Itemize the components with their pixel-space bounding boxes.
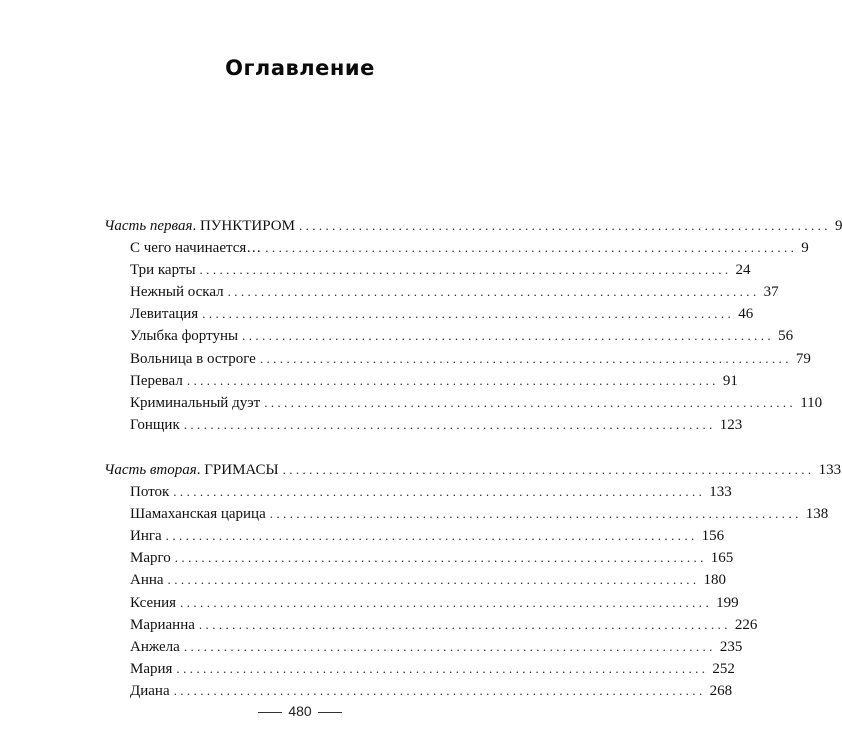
chapter-title: Перевал bbox=[130, 372, 183, 389]
toc-chapter[interactable] bbox=[104, 281, 779, 303]
chapter-title: Анжела bbox=[130, 638, 180, 655]
dot-leader: ................................................................................ bbox=[264, 394, 797, 410]
page-ref: 37 bbox=[763, 284, 779, 301]
dot-leader: ................................................................................ bbox=[242, 328, 775, 344]
page-ref: 156 bbox=[701, 528, 725, 545]
page-ref: 133 bbox=[818, 461, 842, 478]
page-ref: 110 bbox=[800, 394, 823, 411]
page-ref: 133 bbox=[709, 484, 732, 501]
chapter-title: Три карты bbox=[130, 262, 196, 279]
page-footer bbox=[0, 703, 600, 719]
page-ref: 79 bbox=[795, 350, 811, 367]
toc-chapter[interactable] bbox=[104, 481, 732, 503]
dot-leader: ................................................................................ bbox=[165, 528, 698, 544]
part-name: . ПУНКТИРОМ bbox=[192, 218, 295, 234]
chapter-title: Шамаханская царица bbox=[130, 506, 266, 523]
page-ref: 91 bbox=[722, 372, 738, 389]
chapter-title: Левитация bbox=[130, 306, 199, 323]
dot-leader: ................................................................................ bbox=[176, 660, 709, 676]
toc-chapter[interactable] bbox=[104, 392, 823, 414]
page-ref: 46 bbox=[738, 306, 754, 323]
chapter-title: Вольница в остроге bbox=[130, 350, 256, 367]
chapter-title: Анна bbox=[130, 572, 164, 589]
page-ref: 199 bbox=[716, 594, 739, 611]
chapter-title: Марго bbox=[130, 550, 171, 567]
dot-leader: ................................................................................ bbox=[259, 350, 792, 366]
dot-leader: ................................................................................ bbox=[265, 240, 798, 256]
footer-dash-right bbox=[318, 712, 342, 713]
toc-chapter[interactable] bbox=[104, 325, 794, 347]
chapter-title: Ксения bbox=[130, 594, 177, 611]
dot-leader: ................................................................................ bbox=[174, 550, 707, 566]
chapter-title: Нежный оскал bbox=[130, 284, 224, 301]
page-ref: 226 bbox=[734, 616, 758, 633]
dot-leader: ................................................................................ bbox=[173, 484, 706, 500]
chapter-title: Диана bbox=[130, 682, 170, 699]
page-ref: 252 bbox=[712, 660, 735, 677]
part-label bbox=[104, 215, 295, 237]
toc-chapter[interactable] bbox=[104, 658, 735, 680]
page-ref: 138 bbox=[805, 506, 829, 523]
dot-leader: ................................................................................ bbox=[202, 306, 735, 322]
page-ref: 268 bbox=[709, 682, 733, 699]
page-ref: 235 bbox=[719, 638, 743, 655]
toc-chapter[interactable] bbox=[104, 614, 758, 636]
chapter-title: С чего начинается… bbox=[130, 240, 262, 257]
page-ref: 165 bbox=[710, 550, 734, 567]
dot-leader: ................................................................................ bbox=[282, 461, 815, 477]
part-prefix: Часть вторая bbox=[104, 461, 197, 478]
toc-chapter[interactable] bbox=[104, 503, 829, 525]
part-name: . ГРИМАСЫ bbox=[196, 461, 279, 478]
chapter-title: Гонщик bbox=[130, 416, 180, 433]
chapter-title: Инга bbox=[130, 528, 162, 545]
dot-leader: ................................................................................ bbox=[269, 506, 802, 522]
page-ref: 180 bbox=[703, 572, 727, 589]
dot-leader: ................................................................................ bbox=[198, 616, 731, 632]
toc-chapter[interactable] bbox=[104, 303, 754, 325]
toc-chapter[interactable] bbox=[104, 636, 743, 658]
page-title: Оглавление bbox=[225, 56, 375, 80]
part-label bbox=[104, 459, 279, 481]
toc-chapter[interactable] bbox=[104, 414, 743, 436]
dot-leader: ................................................................................ bbox=[183, 416, 716, 432]
toc-chapter[interactable] bbox=[104, 680, 733, 702]
chapter-title: Криминальный дуэт bbox=[130, 394, 261, 411]
section-spacer bbox=[104, 436, 517, 459]
toc-chapter[interactable] bbox=[104, 348, 811, 370]
toc-chapter[interactable] bbox=[104, 592, 739, 614]
dot-leader: ................................................................................ bbox=[199, 262, 732, 278]
toc-chapter[interactable] bbox=[104, 259, 751, 281]
dot-leader: ................................................................................ bbox=[180, 594, 713, 610]
toc-chapter[interactable] bbox=[104, 525, 725, 547]
part-prefix: Часть первая bbox=[104, 218, 193, 234]
toc-chapter[interactable] bbox=[104, 370, 738, 392]
toc-part-heading[interactable] bbox=[104, 459, 842, 481]
dot-leader: ................................................................................ bbox=[227, 284, 760, 300]
dot-leader: ................................................................................ bbox=[186, 372, 719, 388]
toc-chapter[interactable] bbox=[104, 547, 734, 569]
dot-leader: ................................................................................ bbox=[183, 638, 716, 654]
footer-dash-left bbox=[258, 712, 282, 713]
page-ref: 24 bbox=[735, 262, 751, 279]
chapter-title: Мария bbox=[130, 660, 173, 677]
chapter-title: Улыбка фортуны bbox=[130, 328, 239, 345]
table-of-contents bbox=[104, 215, 842, 702]
page-ref: 9 bbox=[801, 240, 809, 257]
page-ref: 56 bbox=[778, 328, 794, 345]
chapter-title: Поток bbox=[130, 484, 170, 501]
toc-part-heading[interactable] bbox=[104, 215, 842, 237]
toc-chapter[interactable] bbox=[104, 569, 727, 591]
dot-leader: ................................................................................ bbox=[167, 572, 700, 588]
page-ref: 123 bbox=[719, 416, 743, 433]
chapter-title: Марианна bbox=[130, 616, 195, 633]
toc-chapter[interactable] bbox=[104, 237, 809, 259]
page-ref: 9 bbox=[834, 218, 842, 234]
dot-leader: ................................................................................ bbox=[173, 682, 706, 698]
dot-leader: ................................................................................ bbox=[298, 218, 831, 233]
page-number: 480 bbox=[288, 703, 312, 719]
